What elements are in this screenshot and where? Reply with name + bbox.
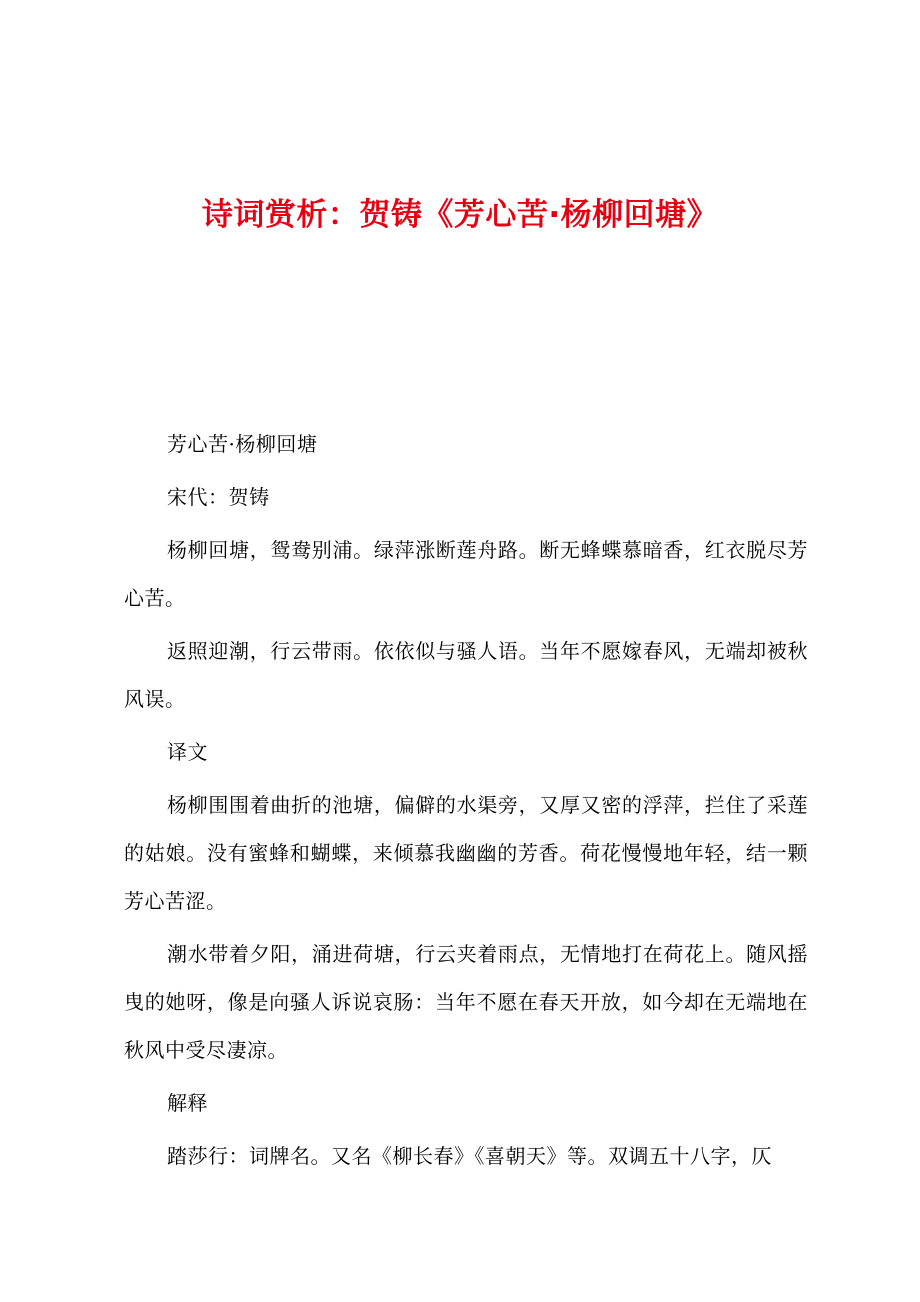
notes-paragraph-1: 踏莎行：词牌名。又名《柳长春》《喜朝天》等。双调五十八字，仄: [167, 1144, 772, 1168]
section-heading-translation: 译文: [167, 740, 208, 764]
poem-stanza-1: 杨柳回塘，鸳鸯别浦。绿萍涨断莲舟路。断无蜂蝶慕暗香，红衣脱尽芳心苦。: [124, 538, 808, 610]
poem-stanza-2: 返照迎潮，行云带雨。依依似与骚人语。当年不愿嫁春风，无端却被秋风误。: [124, 639, 808, 711]
poem-title: 芳心苦·杨柳回塘: [167, 432, 318, 456]
translation-paragraph-1: 杨柳围围着曲折的池塘，偏僻的水渠旁，又厚又密的浮萍，拦住了采莲的姑娘。没有蜜蜂和蝴蝶，来倾慕我幽幽的芳香。荷花慢慢地年轻，结一颗芳心苦涩。: [124, 793, 808, 913]
document-title: 诗词赏析：贺铸《芳心苦·杨柳回塘》: [201, 197, 719, 233]
translation-paragraph-2: 潮水带着夕阳，涌进荷塘，行云夹着雨点，无情地打在荷花上。随风摇曳的她呀，像是向骚人诉说哀肠：当年不愿在春天开放，如今却在无端地在秋风中受尽凄凉。: [124, 942, 808, 1062]
section-heading-notes: 解释: [167, 1091, 208, 1115]
document-body: [124, 420, 808, 1180]
poem-author: 宋代：贺铸: [167, 485, 270, 509]
